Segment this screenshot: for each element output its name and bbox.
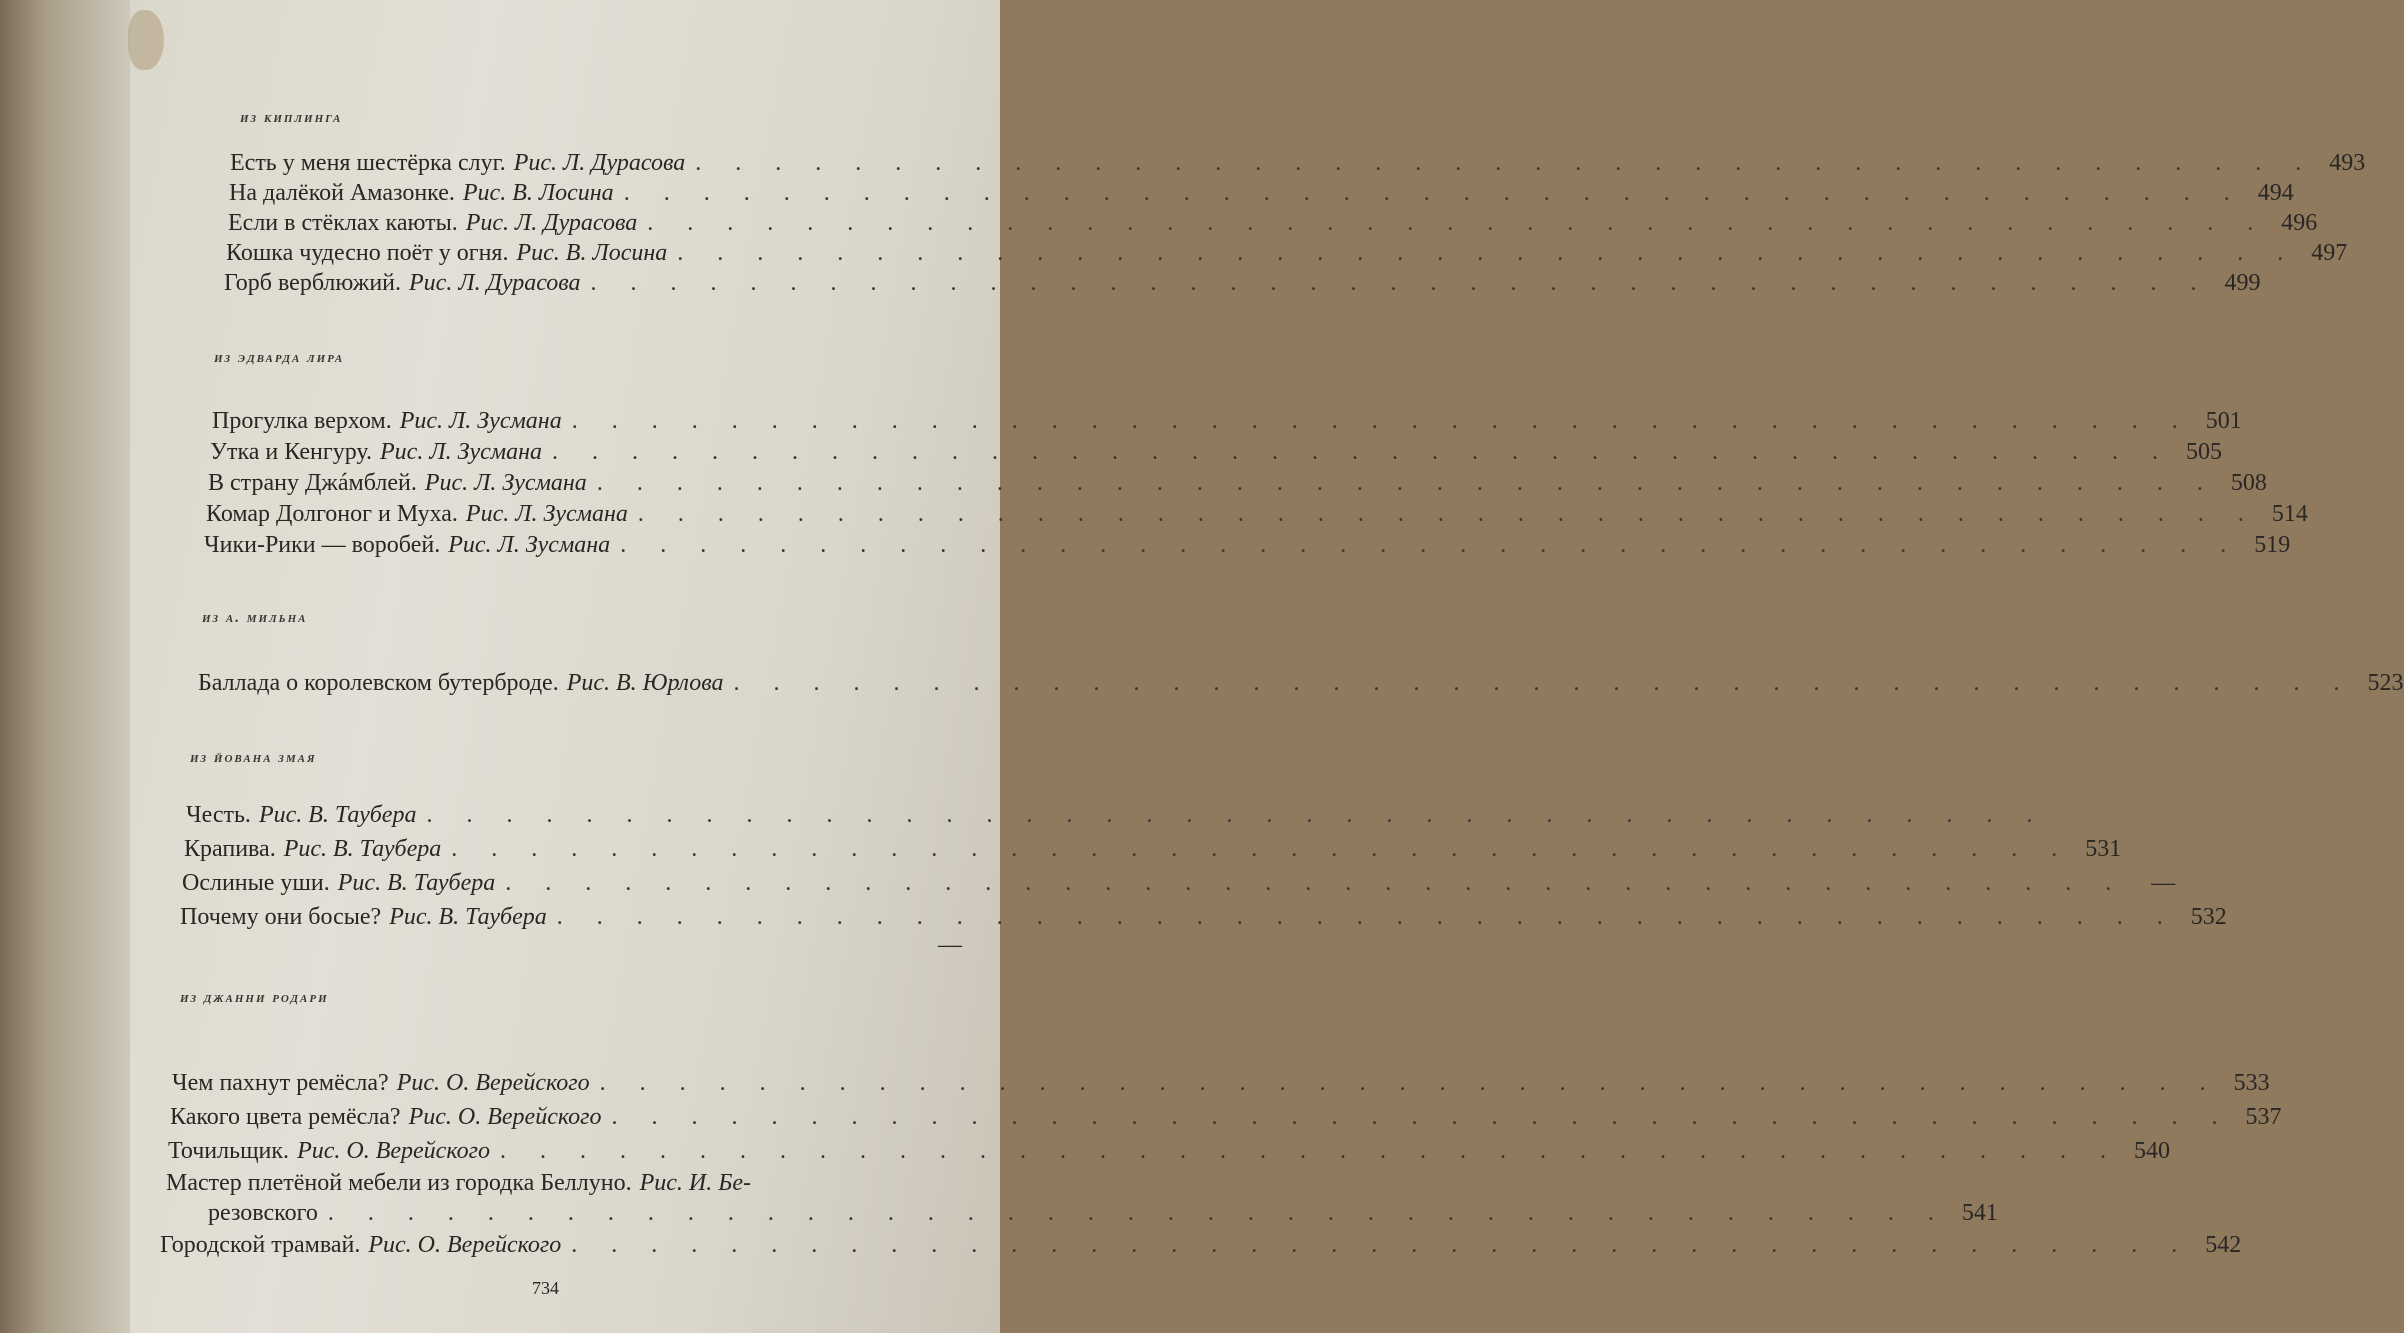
leader-dots: . . . . . . . . . . . . . . . . . . . . . . . . . . . . . . . . . . . . . . . . . (677, 240, 2298, 266)
entry-title: Кошка чудесно поёт у огня. (226, 240, 509, 266)
entry-illustrator: Рис. Л. Дурасова (409, 270, 581, 296)
leader-dots: . . . . . . . . . . . . . . . . . . . . . . . . . . . . . . . . . . . . . . . . . (599, 1070, 2220, 1096)
entry-title: Мастер плетёной мебели из городка Беллуно. (166, 1170, 632, 1196)
entry-title: Баллада о королевском бутерброде. (198, 670, 559, 696)
toc-entry (166, 1170, 962, 1200)
entry-title: Честь. (186, 802, 251, 828)
toc-entry (184, 836, 2122, 866)
entry-illustrator: Рис. Л. Зусмана (465, 501, 628, 527)
entry-illustrator: Рис. Л. Зусмана (424, 470, 587, 496)
toc-entry (168, 1138, 2170, 1168)
leader-dots: . . . . . . . . . . . . . . . . . . . . . . . . . . . . . . . . . . . . . . . . . (623, 180, 2244, 206)
entry-page: 541 (1961, 1200, 1998, 1226)
entry-illustrator: Рис. В. Таубера (283, 836, 442, 862)
entry-illustrator: Рис. О. Верейского (297, 1138, 490, 1164)
entry-page: 523 (2367, 670, 2404, 696)
entry-title: Городской трамвай. (160, 1232, 361, 1258)
leader-dots: . . . . . . . . . . . . . . . . . . . . . . . . . . . . . . . . . . . . . . . . . (590, 270, 2211, 296)
entry-page: 493 (2329, 150, 2366, 176)
leader-dots: . . . . . . . . . . . . . . . . . . . . . . . . . . . . . . . . . . . . . . . . . (647, 210, 2268, 236)
entry-title-continued: резовского (208, 1200, 318, 1226)
entry-illustrator: Рис. Л. Дурасова (465, 210, 638, 236)
entry-title: Крапива. (184, 836, 276, 862)
entry-page: — (938, 932, 962, 958)
entry-illustrator: Рис. Л. Зусмана (380, 439, 542, 465)
page-edge-shadow (0, 0, 130, 1333)
toc-entry (226, 240, 2348, 270)
entry-title: Прогулка верхом. (212, 408, 392, 434)
entry-title: Горб верблюжий. (224, 270, 402, 296)
leader-dots: . . . . . . . . . . . . . . . . . . . . . . . . . . . . . . . . . . . . . . . . . (571, 408, 2192, 434)
toc-entry (180, 932, 962, 962)
toc-entry (229, 180, 2294, 210)
toc-entry (204, 532, 2291, 562)
entry-title: Точильщик. (168, 1138, 290, 1164)
toc-entry (186, 802, 2047, 832)
entry-page: 514 (2271, 501, 2308, 527)
entry-page: 499 (2224, 270, 2261, 296)
entry-page: 537 (2245, 1104, 2282, 1130)
toc-entry (198, 670, 2404, 700)
entry-illustrator: Рис. В. Лосина (462, 180, 614, 206)
toc-entry (228, 210, 2318, 240)
toc-entry (208, 470, 2267, 500)
leader-dots: . . . . . . . . . . . . . . . . . . . . . . . . . . . . . . . . . . . . . . . . . (596, 470, 2217, 496)
leader-dots: . . . . . . . . . . . . . . . . . . . . . . . . . . . . . . . . . . . . . . . . . (556, 904, 2177, 930)
toc-entry (172, 1070, 2270, 1100)
leader-dots: . . . . . . . . . . . . . . . . . . . . . . . . . . . . . . . . . . . . . . . . . (611, 1104, 2232, 1130)
leader-dots: . . . . . . . . . . . . . . . . . . . . . . . . . . . . . . . . . . . . . . . . . (500, 1138, 2120, 1164)
entry-illustrator: Рис. В. Юрлова (566, 670, 724, 696)
entry-page: 494 (2257, 180, 2294, 206)
toc-entry (230, 150, 2366, 180)
entry-page: 519 (2254, 532, 2291, 558)
toc-entry (224, 270, 2261, 300)
entry-page: 531 (2085, 836, 2122, 862)
toc-entry (210, 439, 2222, 469)
entry-title: Есть у меня шестёрка слуг. (230, 150, 506, 176)
entry-page: 542 (2205, 1232, 2242, 1258)
entry-title: В страну Джáмблей. (208, 470, 417, 496)
entry-title: На далёкой Амазонке. (229, 180, 455, 206)
entry-illustrator: Рис. О. Верейского (396, 1070, 590, 1096)
page-number: 734 (532, 1278, 559, 1298)
entry-page: 533 (2233, 1070, 2270, 1096)
entry-illustrator: Рис. О. Верейского (368, 1232, 562, 1258)
entry-illustrator: Рис. В. Лосина (516, 240, 668, 266)
entry-page: 532 (2190, 904, 2227, 930)
section-title-milne: из а. мильна (202, 610, 308, 626)
entry-page: 540 (2134, 1138, 2170, 1164)
toc-entry (180, 904, 2227, 934)
entry-illustrator: Рис. И. Бе- (639, 1170, 752, 1196)
entry-title: Почему они босые? (180, 904, 382, 930)
toc-entry (212, 408, 2242, 438)
leader-dots: . . . . . . . . . . . . . . . . . . . . . . . . . . . . . . . . . . . . . . . . . (695, 150, 2316, 176)
toc-entry (206, 501, 2308, 531)
leader-dots: . . . . . . . . . . . . . . . . . . . . . . . . . . . . . . . . . . . . . . . . . (451, 836, 2072, 862)
leader-dots: . . . . . . . . . . . . . . . . . . . . . . . . . . . . . . . . . . . . . . . . . (551, 439, 2172, 465)
entry-title: Чем пахнут ремёсла? (172, 1070, 389, 1096)
leader-dots: . . . . . . . . . . . . . . . . . . . . . . . . . . . . . . . . . . . . . . . . . (426, 802, 2047, 828)
entry-illustrator: Рис. В. Таубера (258, 802, 417, 828)
entry-title: Если в стёклах каюты. (228, 210, 458, 236)
entry-illustrator: Рис. Л. Дурасова (513, 150, 686, 176)
entry-illustrator: Рис. В. Таубера (389, 904, 547, 930)
entry-page: 501 (2205, 408, 2242, 434)
section-title-rodari: из джанни родари (180, 990, 329, 1006)
leader-dots: . . . . . . . . . . . . . . . . . . . . . . . . . . . . . . . . . . . . . . . . . (327, 1200, 1948, 1226)
toc-entry (170, 1104, 2282, 1134)
entry-illustrator: Рис. Л. Зусмана (399, 408, 562, 434)
entry-title: Какого цвета ремёсла? (170, 1104, 401, 1130)
page-stain (128, 10, 164, 70)
entry-page: 508 (2230, 470, 2267, 496)
entry-page: — (2151, 870, 2176, 896)
entry-page: 505 (2185, 439, 2222, 465)
toc-entry (160, 1232, 2242, 1262)
leader-dots: . . . . . . . . . . . . . . . . . . . . . . . . . . . . . . . . . . . . . . . . . (733, 670, 2354, 696)
entry-illustrator: Рис. В. Таубера (337, 870, 496, 896)
leader-dots: . . . . . . . . . . . . . . . . . . . . . . . . . . . . . . . . . . . . . . . . . (505, 870, 2126, 896)
section-title-lear: из эдварда лира (214, 350, 345, 366)
entry-illustrator: Рис. О. Верейского (408, 1104, 602, 1130)
entry-title: Ослиные уши. (182, 870, 330, 896)
entry-title: Чики-Рики — воробей. (204, 532, 441, 558)
section-title-zmaj: из йована змая (190, 750, 317, 766)
entry-title: Комар Долгоног и Муха. (206, 501, 458, 527)
entry-title: Утка и Кенгуру. (210, 439, 372, 465)
toc-entry (182, 870, 2176, 900)
leader-dots: . . . . . . . . . . . . . . . . . . . . . . . . . . . . . . . . . . . . . . . . . (571, 1232, 2192, 1258)
leader-dots: . . . . . . . . . . . . . . . . . . . . . . . . . . . . . . . . . . . . . . . . . (620, 532, 2241, 558)
entry-page: 497 (2311, 240, 2348, 266)
toc-entry (208, 1200, 1998, 1230)
section-title-kipling: из киплинга (240, 110, 343, 126)
leader-dots: . . . . . . . . . . . . . . . . . . . . . . . . . . . . . . . . . . . . . . . . . (637, 501, 2258, 527)
entry-page: 496 (2281, 210, 2318, 236)
entry-illustrator: Рис. Л. Зусмана (448, 532, 611, 558)
